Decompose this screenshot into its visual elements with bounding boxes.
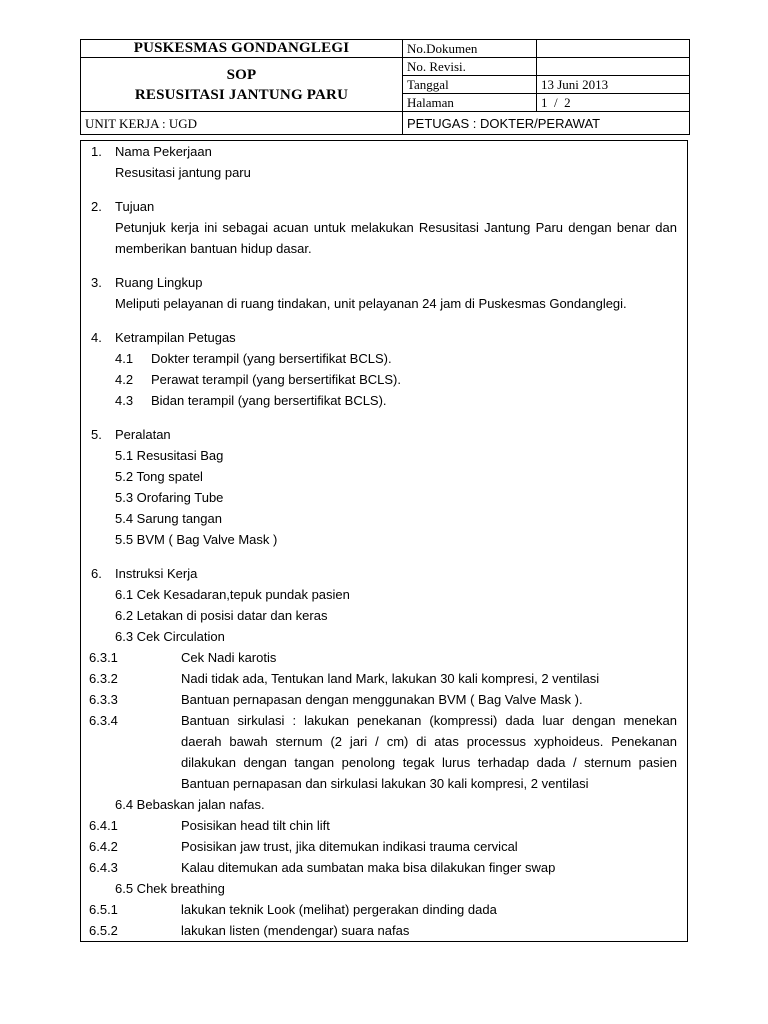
list-item: 6.5.2 lakukan listen (mendengar) suara nafas <box>89 923 410 938</box>
list-item: 5.2 Tong spatel <box>115 469 203 484</box>
section-6-num: 6. <box>91 566 102 581</box>
doc-title: RESUSITASI JANTUNG PARU <box>134 86 349 103</box>
section-2-num: 2. <box>91 199 102 214</box>
list-item: 6.3.1 Cek Nadi karotis <box>89 650 277 665</box>
section-4-num: 4. <box>91 330 102 345</box>
doc-title-cell <box>81 58 403 112</box>
no-dokumen-value <box>537 40 690 58</box>
section-1-body: Resusitasi jantung paru <box>115 165 251 180</box>
no-dokumen-label: No.Dokumen <box>403 40 537 58</box>
list-item: 6.4.2 Posisikan jaw trust, jika ditemukan indikasi trauma cervical <box>89 839 518 854</box>
section-4 <box>91 327 677 411</box>
section-2-body: Petunjuk kerja ini sebagai acuan untuk melakukan Resusitasi Jantung Paru dengan benar dan memberikan bantuan hidup dasar. <box>115 220 677 256</box>
list-item: 6.5.1 lakukan teknik Look (melihat) pergerakan dinding dada <box>89 902 497 917</box>
list-item: 6.3.2 Nadi tidak ada, Tentukan land Mark, lakukan 30 kali kompresi, 2 ventilasi <box>89 671 600 686</box>
list-item: 6.1 Cek Kesadaran,tepuk pundak pasien <box>115 587 350 602</box>
list-item: 6.3.3 Bantuan pernapasan dengan menggunakan BVM ( Bag Valve Mask ). <box>89 692 583 707</box>
section-3-body: Meliputi pelayanan di ruang tindakan, unit pelayanan 24 jam di Puskesmas Gondanglegi. <box>115 296 627 311</box>
section-4-title: Ketrampilan Petugas <box>115 330 236 345</box>
list-item: 6.4 Bebaskan jalan nafas. <box>115 797 265 812</box>
list-item: 6.3 Cek Circulation <box>115 629 225 644</box>
section-5-title: Peralatan <box>115 427 171 442</box>
no-revisi-label: No. Revisi. <box>403 58 537 76</box>
list-item: 6.2 Letakan di posisi datar dan keras <box>115 608 328 623</box>
section-3-title: Ruang Lingkup <box>115 275 203 290</box>
section-5 <box>91 424 677 550</box>
list-item: 4.2 Perawat terampil (yang bersertifikat BCLS). <box>115 372 401 387</box>
section-5-num: 5. <box>91 427 102 442</box>
list-item: 5.3 Orofaring Tube <box>115 490 224 505</box>
halaman-value: 1 / 2 <box>537 94 690 112</box>
section-2 <box>91 196 677 259</box>
list-item: 5.4 Sarung tangan <box>115 511 222 526</box>
unit-kerja: UNIT KERJA : UGD <box>81 112 403 135</box>
petugas: PETUGAS : DOKTER/PERAWAT <box>403 112 690 135</box>
tanggal-value: 13 Juni 2013 <box>537 76 690 94</box>
list-item: 6.4.1 Posisikan head tilt chin lift <box>89 818 330 833</box>
doc-type: SOP <box>226 66 257 83</box>
section-6-title: Instruksi Kerja <box>115 566 198 581</box>
org-name: PUSKESMAS GONDANGLEGI <box>81 40 403 58</box>
section-6 <box>91 563 677 941</box>
section-3 <box>91 272 677 314</box>
section-1-num: 1. <box>91 144 102 159</box>
no-revisi-value <box>537 58 690 76</box>
list-item: 4.3 Bidan terampil (yang bersertifikat BCLS). <box>115 393 387 408</box>
tanggal-label: Tanggal <box>403 76 537 94</box>
sop-content <box>91 141 677 941</box>
list-item: 6.5 Chek breathing <box>115 881 225 896</box>
section-3-num: 3. <box>91 275 102 290</box>
sop-body-box <box>80 140 688 942</box>
halaman-label: Halaman <box>403 94 537 112</box>
list-item: 6.4.3 Kalau ditemukan ada sumbatan maka bisa dilakukan finger swap <box>89 860 556 875</box>
list-item: 4.1 Dokter terampil (yang bersertifikat BCLS). <box>115 351 392 366</box>
section-1 <box>91 141 677 183</box>
list-item: 5.1 Resusitasi Bag <box>115 448 224 463</box>
sop-header-table <box>80 39 690 135</box>
section-2-title: Tujuan <box>115 199 155 214</box>
list-item: 5.5 BVM ( Bag Valve Mask ) <box>115 532 278 547</box>
section-1-title: Nama Pekerjaan <box>115 144 212 159</box>
list-item: 6.3.4 Bantuan sirkulasi : lakukan penekanan (kompressi) dada luar dengan menekan daerah bawah sternum (2 jari / cm) di atas processus xyphoideus. Penekanan dilakukan dengan tangan penolong tegak lurus terhadap dada / sternum pasien Bantuan pernapasan dan sirkulasi lakukan 30 kali kompresi, 2 ventilasi <box>89 713 677 791</box>
